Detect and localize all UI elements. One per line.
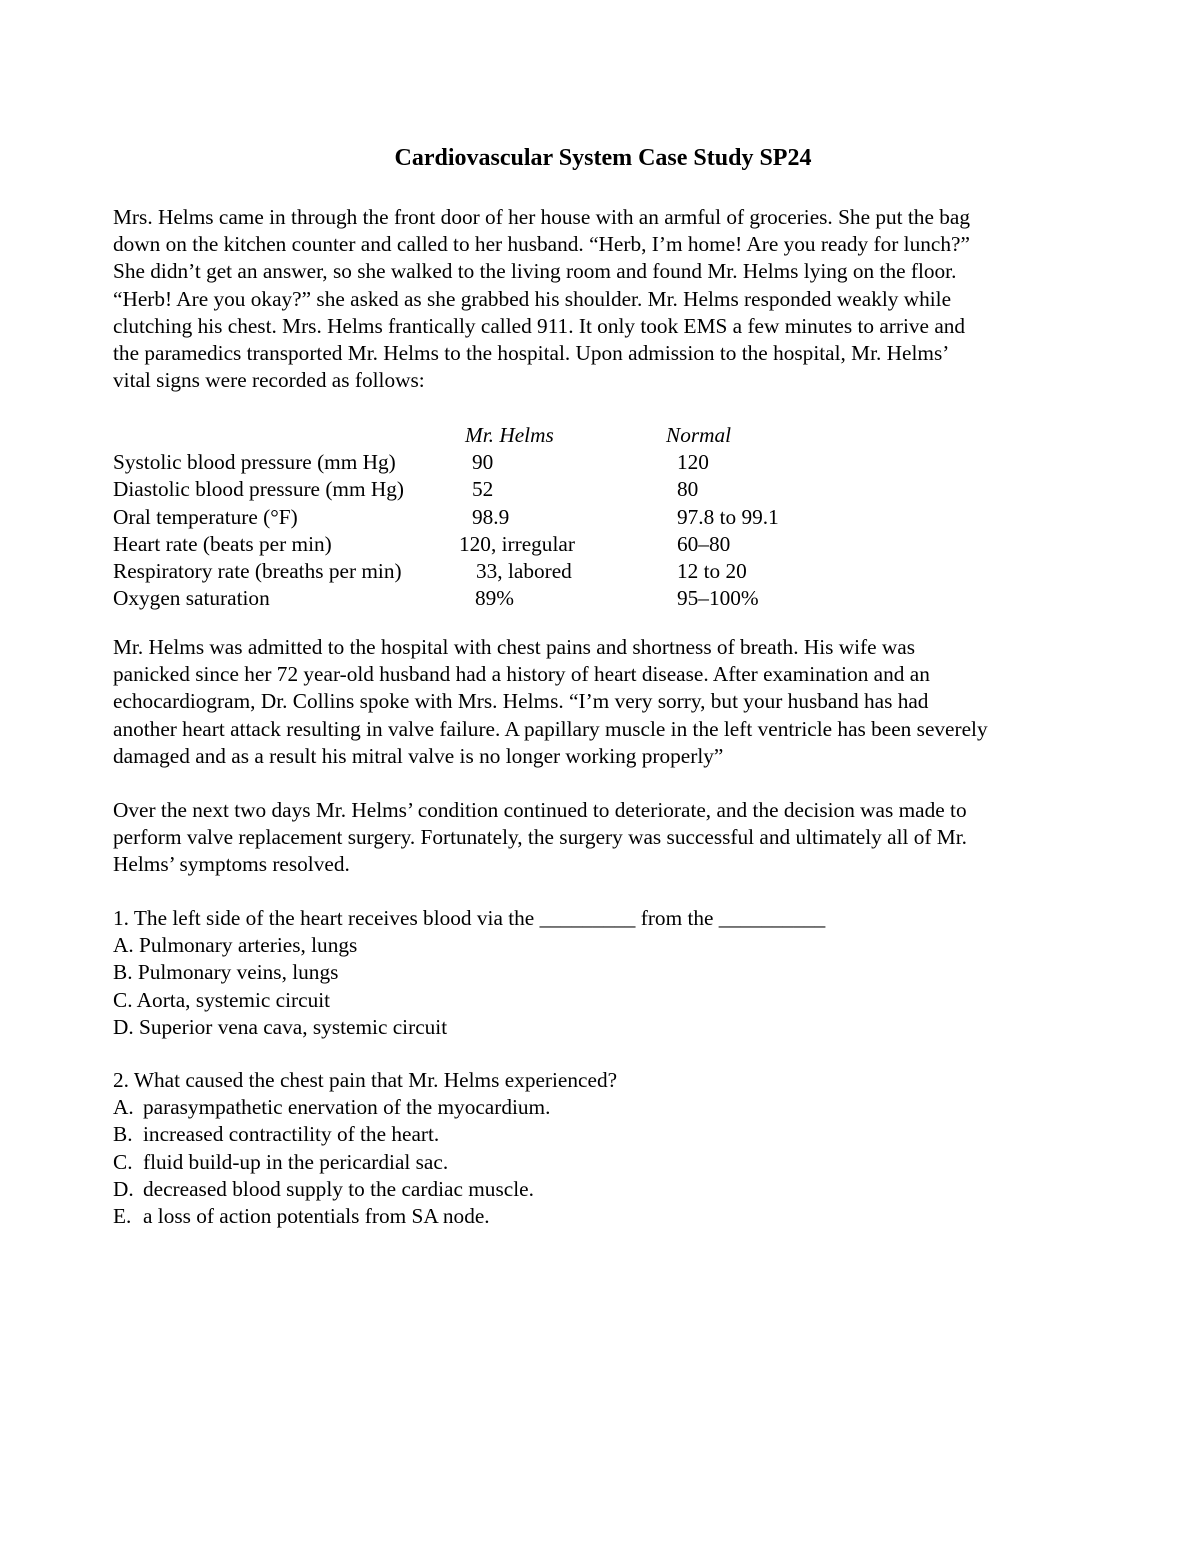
- vitals-row: [113, 504, 913, 531]
- vital-label: Oxygen saturation: [113, 586, 270, 611]
- vitals-row: [113, 531, 913, 558]
- vital-normal-value: 80: [677, 477, 699, 502]
- answer-option: [113, 1149, 1103, 1176]
- vital-patient-value: 33, labored: [476, 558, 572, 583]
- vital-normal-value: 120: [677, 450, 709, 475]
- answer-option: [113, 1121, 1103, 1148]
- answer-option: B. Pulmonary veins, lungs: [113, 960, 339, 985]
- vital-label: Diastolic blood pressure (mm Hg): [113, 477, 405, 502]
- vital-patient-value: 98.9: [472, 504, 510, 529]
- intro-paragraph: [113, 204, 1103, 394]
- question-stem: 1. The left side of the heart receives blood via the _________ from the __________: [113, 906, 826, 930]
- option-letter: E.: [113, 1204, 132, 1229]
- paragraph-line: Over the next two days Mr. Helms’ condition continued to deteriorate, and the decision was made to: [113, 798, 967, 822]
- paragraph-line: “Herb! Are you okay?” she asked as she grabbed his shoulder. Mr. Helms responded weakly while: [113, 286, 952, 311]
- paragraph-line: the paramedics transported Mr. Helms to the hospital. Upon admission to the hospital, Mr. Helms’: [113, 341, 950, 366]
- vital-signs-table: [113, 422, 913, 612]
- paragraph-line: Mr. Helms was admitted to the hospital with chest pains and shortness of breath. His wife was: [113, 635, 916, 659]
- answer-option: [113, 1176, 1103, 1203]
- diagnosis-paragraph: [113, 634, 1103, 770]
- vital-normal-value: 12 to 20: [677, 558, 747, 583]
- vital-label: Systolic blood pressure (mm Hg): [113, 450, 396, 475]
- paragraph-line: Helms’ symptoms resolved.: [113, 852, 350, 877]
- vitals-row: [113, 558, 913, 585]
- paragraph-line: down on the kitchen counter and called to her husband. “Herb, I’m home! Are you ready for lunch?”: [113, 232, 970, 257]
- paragraph-line: panicked since her 72 year-old husband had a history of heart disease. After examination and an: [113, 662, 930, 687]
- question-stem: 2. What caused the chest pain that Mr. Helms experienced?: [113, 1068, 618, 1092]
- paragraph-line: Mrs. Helms came in through the front door of her house with an armful of groceries. She put the bag: [113, 205, 970, 229]
- question-1: [113, 905, 1103, 1041]
- option-text: increased contractility of the heart.: [143, 1122, 440, 1147]
- vital-patient-value: 120, irregular: [459, 531, 575, 556]
- outcome-paragraph: [113, 797, 1103, 879]
- answer-option: [113, 1094, 1103, 1121]
- paragraph-line: echocardiogram, Dr. Collins spoke with Mrs. Helms. “I’m very sorry, but your husband has had: [113, 689, 929, 714]
- vitals-row: [113, 449, 913, 476]
- answer-option: [113, 1203, 1103, 1230]
- paragraph-line: damaged and as a result his mitral valve is no longer working properly”: [113, 743, 724, 768]
- vitals-row: [113, 476, 913, 503]
- paragraph-line: clutching his chest. Mrs. Helms frantically called 911. It only took EMS a few minutes to arrive and: [113, 313, 966, 338]
- vital-label: Oral temperature (°F): [113, 504, 298, 529]
- vital-patient-value: 89%: [475, 586, 515, 611]
- vitals-row: [113, 585, 913, 612]
- vital-label: Heart rate (beats per min): [113, 531, 332, 556]
- paragraph-line: another heart attack resulting in valve failure. A papillary muscle in the left ventricle has been severely: [113, 716, 988, 741]
- option-text: a loss of action potentials from SA node.: [143, 1204, 490, 1229]
- option-letter: A.: [113, 1095, 134, 1120]
- vitals-header-row: [113, 422, 913, 449]
- question-2: [113, 1067, 1103, 1230]
- paragraph-line: perform valve replacement surgery. Fortunately, the surgery was successful and ultimately all of Mr.: [113, 825, 967, 850]
- option-letter: C.: [113, 1149, 133, 1174]
- vital-normal-value: 60–80: [677, 531, 731, 556]
- vital-patient-value: 52: [472, 477, 494, 502]
- option-text: parasympathetic enervation of the myocardium.: [143, 1095, 551, 1120]
- answer-option: A. Pulmonary arteries, lungs: [113, 933, 358, 958]
- vital-normal-value: 97.8 to 99.1: [677, 504, 779, 529]
- option-letter: B.: [113, 1122, 133, 1147]
- vitals-header-patient: Mr. Helms: [465, 423, 554, 447]
- paragraph-line: She didn’t get an answer, so she walked to the living room and found Mr. Helms lying on the floor.: [113, 259, 957, 284]
- document-title: Cardiovascular System Case Study SP24: [394, 145, 812, 171]
- option-text: decreased blood supply to the cardiac muscle.: [143, 1176, 534, 1201]
- option-letter: D.: [113, 1176, 134, 1201]
- answer-option: C. Aorta, systemic circuit: [113, 987, 331, 1012]
- vital-label: Respiratory rate (breaths per min): [113, 558, 402, 583]
- vital-patient-value: 90: [472, 450, 494, 475]
- option-text: fluid build-up in the pericardial sac.: [143, 1149, 449, 1174]
- paragraph-line: vital signs were recorded as follows:: [113, 368, 425, 393]
- vital-normal-value: 95–100%: [677, 586, 759, 611]
- vitals-header-normal: Normal: [666, 423, 732, 447]
- answer-option: D. Superior vena cava, systemic circuit: [113, 1014, 448, 1039]
